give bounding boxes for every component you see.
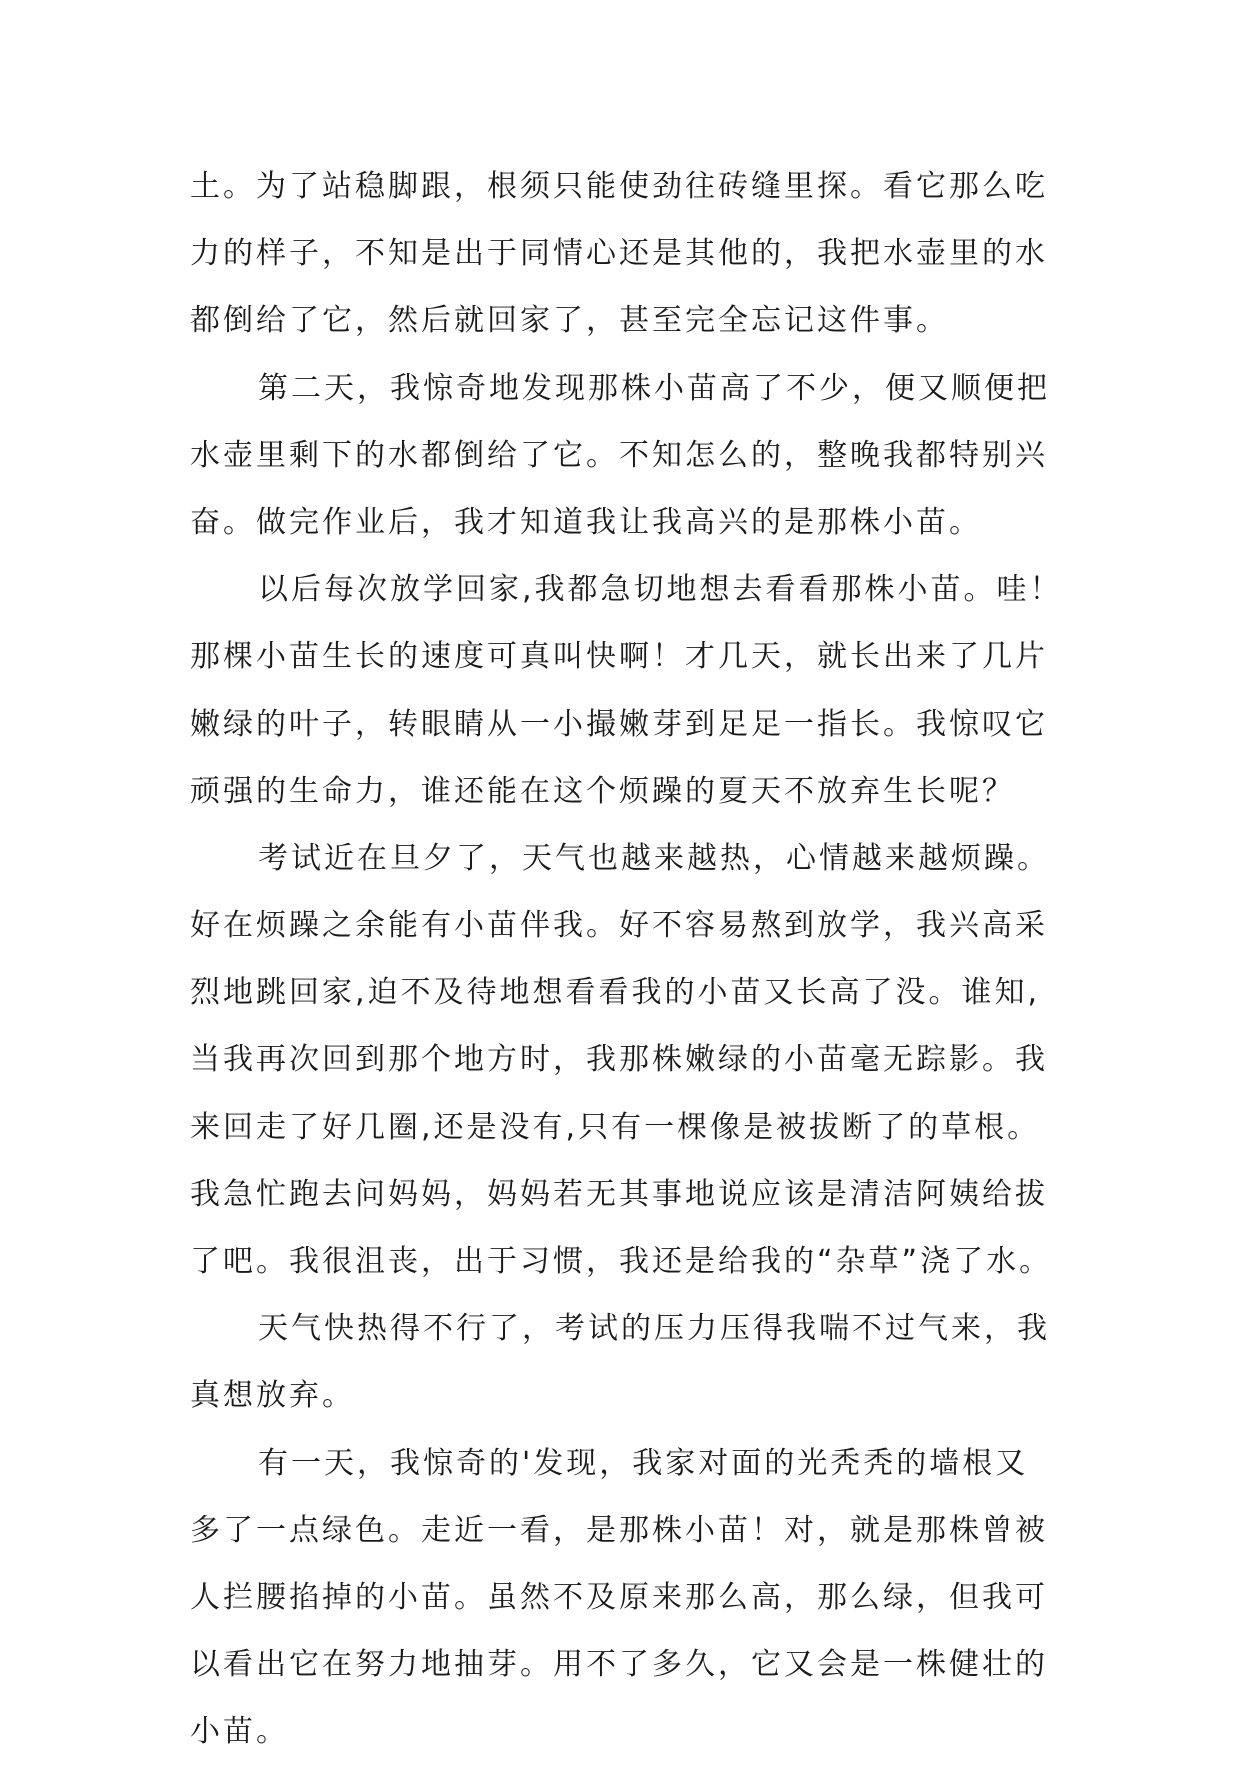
essay-line: 来回走了好几圈,还是没有,只有一棵像是被拔断了的草根。 [190, 1109, 1041, 1145]
essay-line: 烈地跳回家,迫不及待地想看看我的小苗又长高了没。谁知, [190, 975, 1041, 1011]
essay-line: 我急忙跑去问妈妈，妈妈若无其事地说应该是清洁阿姨给拔 [190, 1176, 1048, 1212]
essay-line: 第二天，我惊奇地发现那株小苗高了不少，便又顺便把 [258, 370, 1050, 406]
essay-line: 力的样子，不知是出于同情心还是其他的，我把水壶里的水 [190, 236, 1048, 272]
essay-line: 考试近在旦夕了，天气也越来越热，心情越来越烦躁。 [258, 840, 1050, 876]
essay-line: 多了一点绿色。走近一看，是那株小苗！对，就是那株曾被 [190, 1512, 1048, 1548]
essay-body [190, 153, 1063, 1766]
essay-line: 都倒给了它，然后就回家了，甚至完全忘记这件事。 [190, 303, 949, 339]
essay-line: 那棵小苗生长的速度可真叫快啊！才几天，就长出来了几片 [190, 639, 1048, 675]
essay-line: 以后每次放学回家,我都急切地想去看看那株小苗。哇！ [258, 572, 1063, 608]
essay-line: 天气快热得不行了，考试的压力压得我喘不过气来，我 [258, 1311, 1050, 1347]
essay-line: 小苗。 [190, 1714, 289, 1750]
essay-line: 以看出它在努力地抽芽。用不了多久，它又会是一株健壮的 [190, 1647, 1048, 1683]
essay-line: 了吧。我很沮丧，出于习惯，我还是给我的“杂草”浇了水。 [190, 1244, 1053, 1279]
essay-line: 有一天，我惊奇的'发现，我家对面的光秃秃的墙根又 [258, 1445, 1029, 1481]
essay-line: 真想放弃。 [190, 1378, 355, 1414]
essay-line: 人拦腰掐掉的小苗。虽然不及原来那么高，那么绿，但我可 [190, 1579, 1048, 1615]
essay-line: 顽强的生命力，谁还能在这个烦躁的夏天不放弃生长呢？ [190, 773, 1015, 809]
essay-line: 土。为了站稳脚跟，根须只能使劲往砖缝里探。看它那么吃 [190, 169, 1048, 204]
essay-line: 奋。做完作业后，我才知道我让我高兴的是那株小苗。 [190, 504, 982, 540]
essay-line: 嫩绿的叶子，转眼睛从一小撮嫩芽到足足一指长。我惊叹它 [190, 706, 1048, 742]
essay-line: 好在烦躁之余能有小苗伴我。好不容易熬到放学，我兴高采 [190, 908, 1048, 944]
essay-line: 水壶里剩下的水都倒给了它。不知怎么的，整晚我都特别兴 [190, 437, 1048, 473]
essay-line: 当我再次回到那个地方时，我那株嫩绿的小苗毫无踪影。我 [190, 1042, 1048, 1078]
